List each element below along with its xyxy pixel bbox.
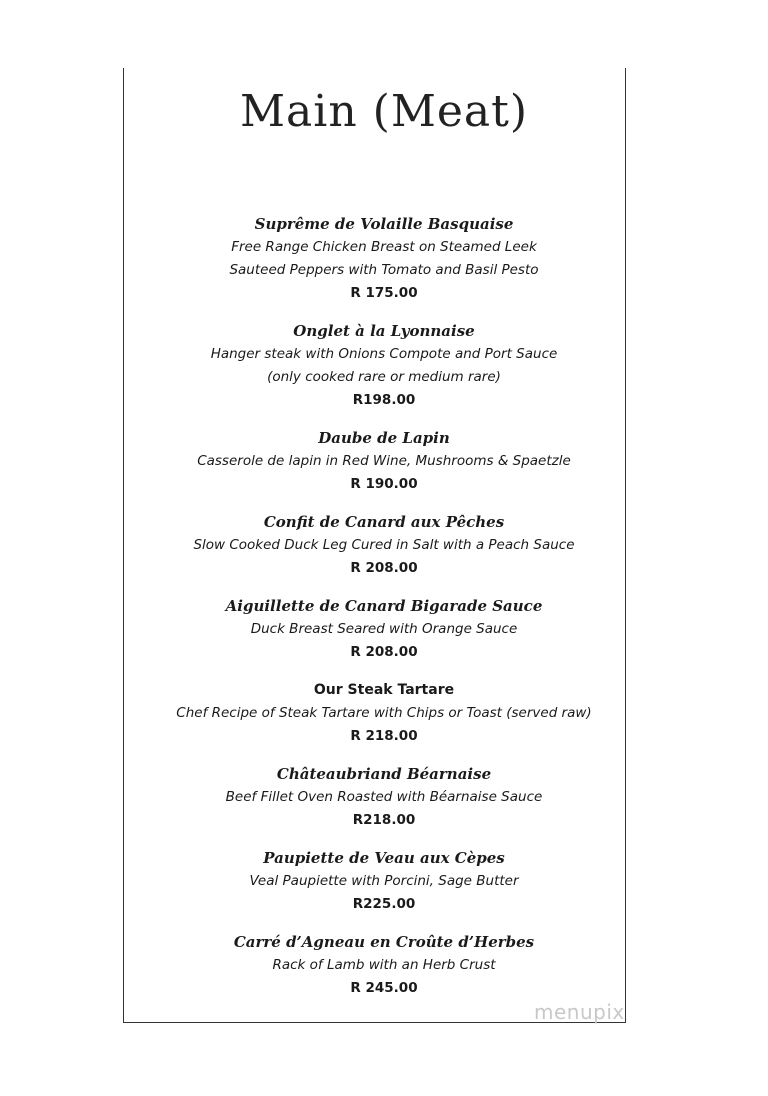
dish-price: R 245.00 — [350, 980, 418, 996]
menu-item-list — [0, 212, 768, 1014]
page-title: Main (Meat) — [239, 86, 529, 137]
dish-name: Our Steak Tartare — [313, 682, 455, 698]
dish-name: Paupiette de Veau aux Cèpes — [263, 849, 505, 867]
dish-description: Hanger steak with Onions Compote and Port Sauce — [210, 346, 558, 362]
dish-price: R 208.00 — [350, 560, 418, 576]
dish-price: R218.00 — [352, 812, 416, 828]
dish-name: Confit de Canard aux Pêches — [263, 513, 505, 531]
dish-price: R 190.00 — [350, 476, 418, 492]
dish-name: Aiguillette de Canard Bigarade Sauce — [225, 597, 543, 615]
menu-item — [0, 762, 768, 832]
dish-description: Beef Fillet Oven Roasted with Béarnaise Sauce — [225, 789, 543, 805]
dish-price: R 218.00 — [350, 728, 418, 744]
dish-name: Onglet à la Lyonnaise — [293, 322, 475, 340]
menu-item — [0, 594, 768, 664]
dish-name: Daube de Lapin — [318, 429, 450, 447]
dish-description: Veal Paupiette with Porcini, Sage Butter — [249, 873, 519, 889]
menu-item — [0, 212, 768, 305]
dish-price: R 175.00 — [350, 285, 418, 301]
dish-description: Free Range Chicken Breast on Steamed Leek — [231, 239, 537, 255]
menu-item — [0, 319, 768, 412]
dish-description: (only cooked rare or medium rare) — [267, 369, 501, 385]
dish-name: Carré d’Agneau en Croûte d’Herbes — [233, 933, 535, 951]
dish-price: R 208.00 — [350, 644, 418, 660]
menu-item — [0, 426, 768, 496]
dish-description: Sauteed Peppers with Tomato and Basil Pesto — [229, 262, 539, 278]
dish-price: R198.00 — [352, 392, 416, 408]
menu-item — [0, 678, 768, 748]
dish-description: Duck Breast Seared with Orange Sauce — [250, 621, 518, 637]
watermark-logo: menupix — [534, 1000, 625, 1024]
menu-item — [0, 930, 768, 1000]
dish-name: Châteaubriand Béarnaise — [276, 765, 492, 783]
menu-item — [0, 846, 768, 916]
dish-price: R225.00 — [352, 896, 416, 912]
dish-description: Rack of Lamb with an Herb Crust — [272, 957, 496, 973]
menu-item — [0, 510, 768, 580]
dish-description: Casserole de lapin in Red Wine, Mushrooms & Spaetzle — [197, 453, 571, 469]
dish-description: Chef Recipe of Steak Tartare with Chips or Toast (served raw) — [176, 705, 592, 721]
dish-name: Suprême de Volaille Basquaise — [254, 215, 514, 233]
dish-description: Slow Cooked Duck Leg Cured in Salt with a Peach Sauce — [193, 537, 575, 553]
